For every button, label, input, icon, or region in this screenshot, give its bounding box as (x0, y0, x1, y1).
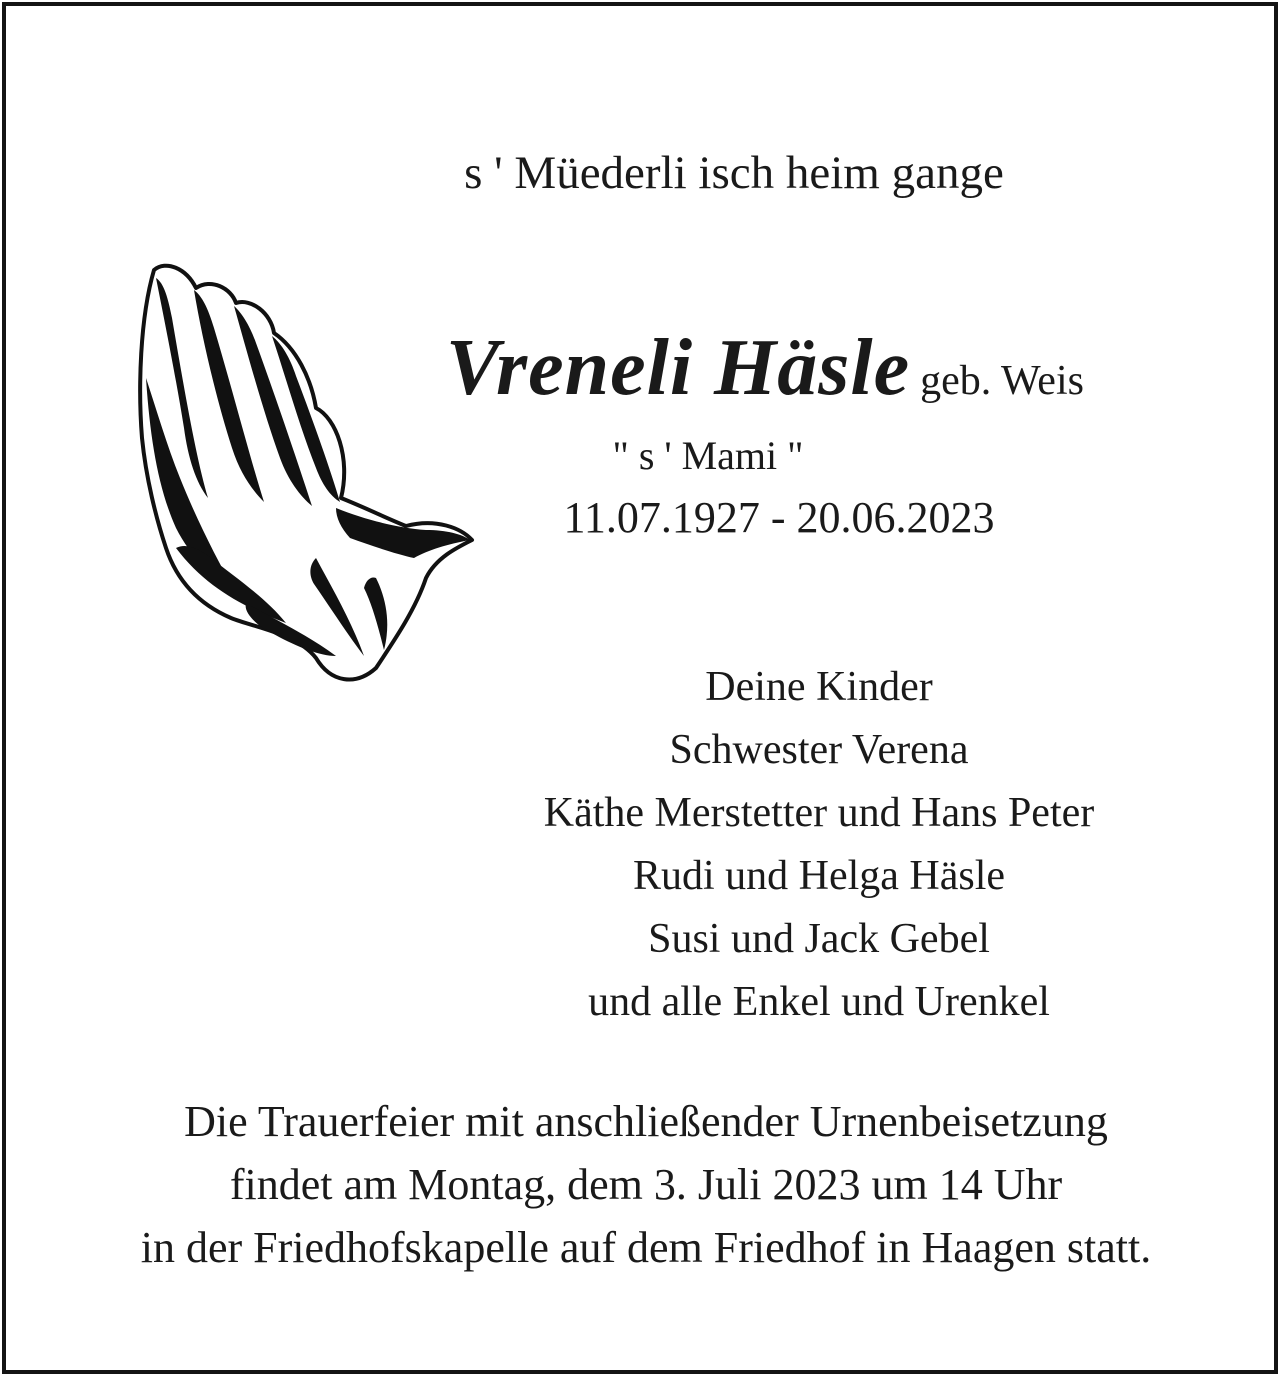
mourner-line: und alle Enkel und Urenkel (588, 979, 1050, 1025)
born-name: geb. Weis (920, 358, 1084, 404)
mourner-line: Rudi und Helga Häsle (632, 853, 1006, 899)
mourner-line: Schwester Verena (669, 727, 969, 773)
life-dates: 11.07.1927 - 20.06.2023 (563, 493, 995, 542)
praying-hands-icon (136, 258, 476, 686)
obituary-notice (2, 2, 1278, 1374)
ceremony-line: findet am Montag, dem 3. Juli 2023 um 14 Uhr (229, 1160, 1063, 1209)
nickname: " s ' Mami " (612, 433, 804, 478)
mourner-line: Käthe Merstetter und Hans Peter (543, 790, 1095, 836)
deceased-name: Vreneli Häsle (446, 324, 911, 412)
ceremony-line: Die Trauerfeier mit anschließender Urnenbeisetzung (184, 1097, 1108, 1146)
motto: s ' Müederli isch heim gange (464, 147, 1004, 199)
mourner-line: Susi und Jack Gebel (648, 916, 990, 962)
mourners-list (419, 666, 1219, 1044)
ceremony-info (6, 1097, 1280, 1289)
ceremony-line: in der Friedhofskapelle auf dem Friedhof in Haagen statt. (140, 1223, 1152, 1272)
deceased-name-row (446, 324, 1084, 412)
mourner-line: Deine Kinder (705, 664, 933, 710)
